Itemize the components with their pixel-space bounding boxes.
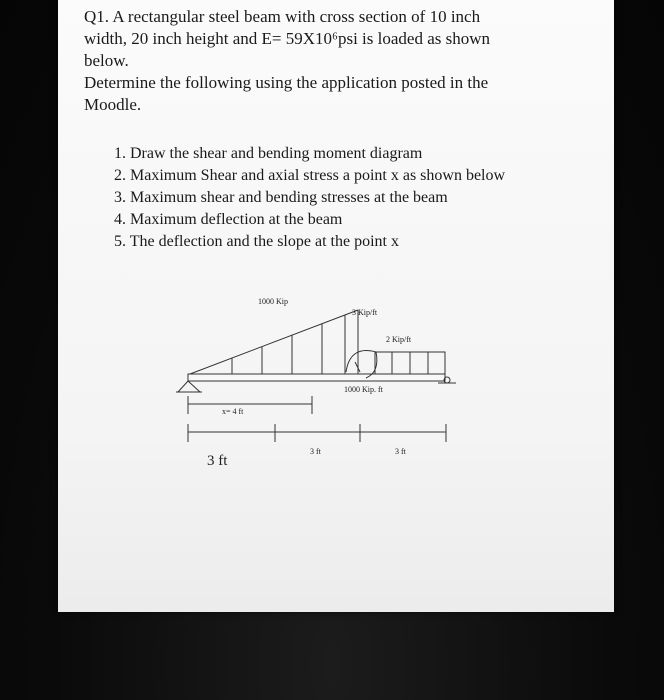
question-line-5: Moodle. (84, 95, 142, 114)
span-1-label: 3 ft (207, 453, 228, 469)
task-item-1: 1. Draw the shear and bending moment diagram (114, 145, 423, 162)
question-line-4: Determine the following using the application posted in the (84, 73, 489, 92)
task-item-2: 2. Maximum Shear and axial stress a point x as shown below (114, 167, 506, 184)
question-line-3: below. (84, 51, 129, 70)
task-item-4: 4. Maximum deflection at the beam (114, 211, 343, 228)
point-load-label: 1000 Kip (258, 297, 288, 306)
triangular-load-label: 3 Kip/ft (352, 308, 378, 317)
question-line-1: Q1. A rectangular steel beam with cross section of 10 inch (84, 7, 481, 26)
span-3-label: 3 ft (395, 447, 406, 456)
task-item-3: 3. Maximum shear and bending stresses at the beam (114, 189, 448, 206)
uniform-load-label: 2 Kip/ft (386, 335, 412, 344)
beam (188, 374, 445, 381)
pin-support (188, 381, 200, 392)
question-line-2: width, 20 inch height and E= 59X10⁶psi is loaded as shown (84, 29, 490, 48)
task-item-5: 5. The deflection and the slope at the point x (114, 233, 399, 250)
span-2-label: 3 ft (310, 447, 321, 456)
x-dim-label: x= 4 ft (222, 407, 244, 416)
triangular-load-slope (190, 310, 358, 374)
pin-support (178, 381, 188, 392)
moment-label: 1000 Kip. ft (344, 385, 383, 394)
